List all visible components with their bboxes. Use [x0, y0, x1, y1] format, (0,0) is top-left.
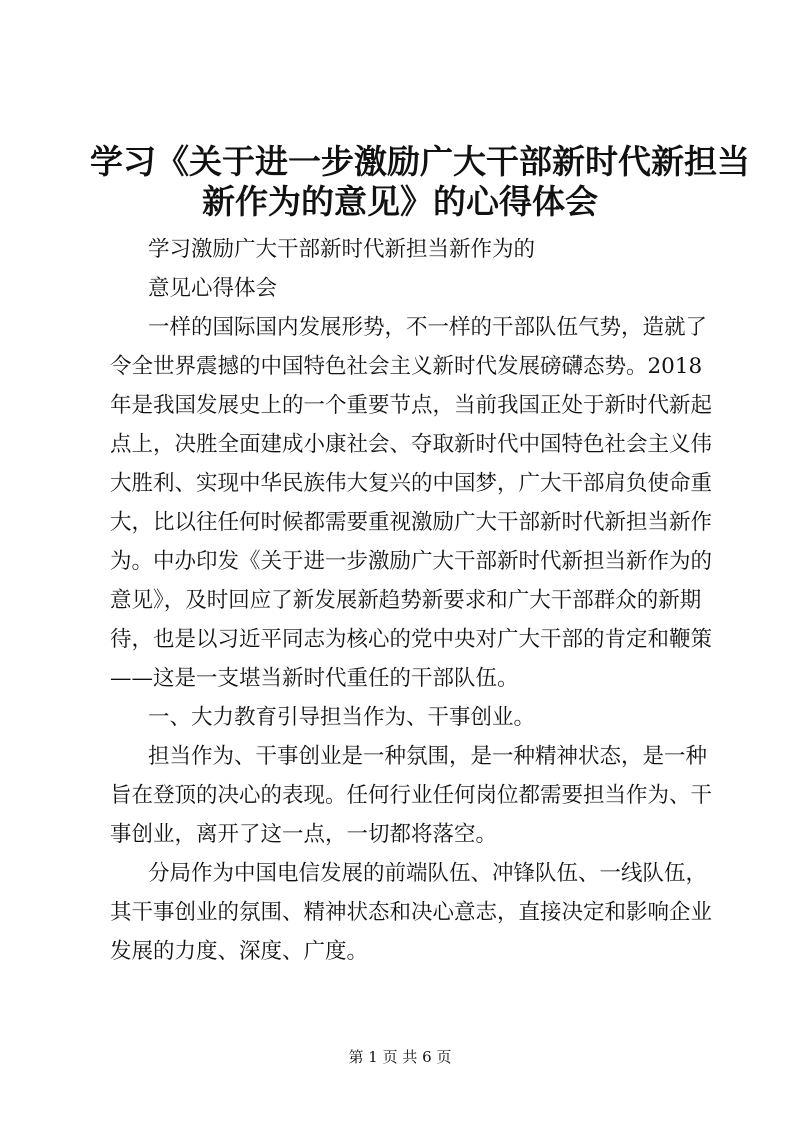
body-line: 其干事创业的氛围、精神状态和决心意志，直接决定和影响企业 — [110, 900, 713, 925]
page-indicator: 第 1 页 共 6 页 — [348, 1048, 452, 1066]
subtitle-line-1: 学习激励广大干部新时代新担当新作为的 — [148, 237, 536, 262]
body-line: 为。中办印发《关于进一步激励广大干部新时代新担当新作为的 — [110, 549, 713, 574]
body-line: ——这是一支堪当新时代重任的干部队伍。 — [110, 666, 519, 691]
body-line: 年是我国发展史上的一个重要节点，当前我国正处于新时代新起 — [110, 393, 713, 418]
body-line: 大胜利、实现中华民族伟大复兴的中国梦，广大干部肩负使命重 — [110, 471, 713, 496]
body-line: 点上，决胜全面建成小康社会、夺取新时代中国特色社会主义伟 — [110, 432, 713, 457]
body-line: 分局作为中国电信发展的前端队伍、冲锋队伍、一线队伍， — [148, 861, 708, 886]
section-heading: 一、大力教育引导担当作为、干事创业。 — [148, 705, 536, 730]
body-line: 待，也是以习近平同志为核心的党中央对广大干部的肯定和鞭策 — [110, 627, 713, 652]
body-line: 意见》，及时回应了新发展新趋势新要求和广大干部群众的新期 — [110, 588, 702, 613]
body-line: 大，比以往任何时候都需要重视激励广大干部新时代新担当新作 — [110, 510, 713, 535]
body-line: 令全世界震撼的中国特色社会主义新时代发展磅礴态势。2018 — [110, 354, 703, 379]
document-title-line-2: 新作为的意见》的心得体会 — [202, 182, 598, 221]
subtitle-line-2: 意见心得体会 — [148, 276, 278, 301]
body-line: 发展的力度、深度、广度。 — [110, 939, 369, 964]
body-line: 一样的国际国内发展形势，不一样的干部队伍气势，造就了 — [148, 315, 708, 340]
body-line: 事创业，离开了这一点，一切都将落空。 — [110, 822, 498, 847]
document-title-line-1: 学习《关于进一步激励广大干部新时代新担当 — [90, 142, 750, 181]
body-line: 担当作为、干事创业是一种氛围，是一种精神状态，是一种 — [148, 744, 708, 769]
body-line: 旨在登顶的决心的表现。任何行业任何岗位都需要担当作为、干 — [110, 783, 713, 808]
